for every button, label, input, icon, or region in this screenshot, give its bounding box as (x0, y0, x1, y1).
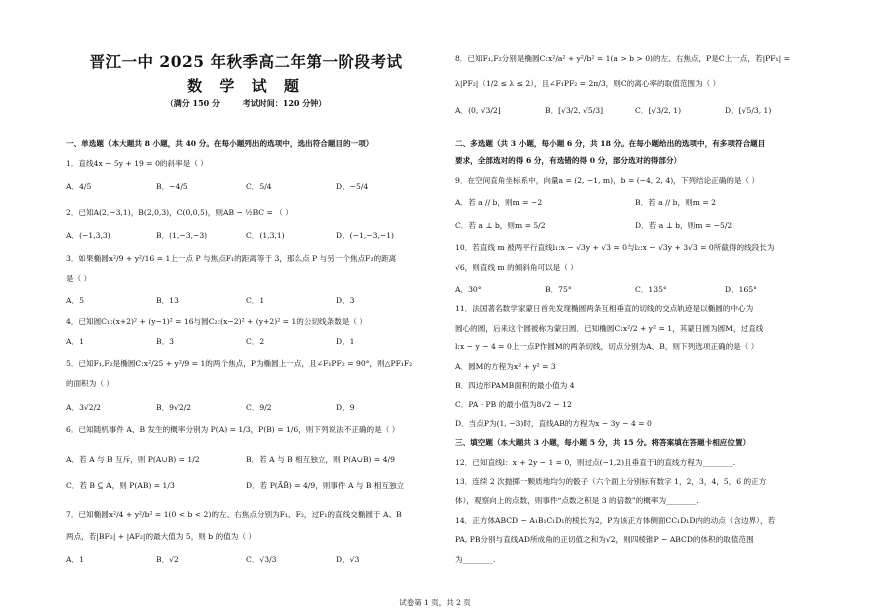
option-a: A．5 (66, 296, 84, 305)
option-d: D．√3 (336, 555, 360, 564)
option-b: B．若 A 与 B 相互独立，则 P(A∪B) = 4/9 (246, 455, 395, 464)
option-c: C．135° (635, 285, 667, 294)
question-14-line-3: 为________. (455, 555, 496, 564)
option-a: A．(−1,3,3) (66, 231, 111, 240)
question-3-line-1: 3．如果椭圆x²/9 + y²/16 = 1上一点 P 与焦点F₁的距离等于 3，那么点 P 与另一个焦点F₂的距离 (66, 254, 397, 263)
question-1: 1．直线4x − 5y + 19 = 0的斜率是（ ） (66, 159, 208, 168)
question-11-line-1: 11．法国著名数学家蒙日首先发现椭圆两条互相垂直的切线的交点轨迹是以椭圆的中心为 (455, 304, 754, 313)
question-11-option-d: D．当点P为(1, −3)时，直线AB的方程为x − 3y − 4 = 0 (455, 419, 652, 428)
option-d: D．9 (336, 403, 355, 412)
option-a: A．(0, √3/2] (455, 106, 501, 115)
option-b: B．9√2/2 (156, 403, 192, 412)
option-b: B．75° (545, 285, 572, 294)
question-8-line-2: λ|PF₂|（1/2 ≤ λ ≤ 2），且∠F₁PF₂ = 2π/3，则C的离心率的取值范围为（ ） (455, 79, 721, 88)
question-5-line-2: 的面积为（ ） (66, 379, 114, 388)
option-c: C．若 B ⊆ A，则 P(AB) = 1/3 (66, 481, 175, 490)
section-single-choice: 一、单选题（本大题共 8 小题，共 40 分。在每小题列出的选项中，选出符合题目的一项） (66, 139, 374, 148)
question-14-line-2: PA, PB分别与直线AD所成角的正切值之和为√2，则四棱锥P − ABCD的体积的取值范围 (455, 535, 754, 544)
exam-time: 考试时间：120 分钟） (242, 98, 327, 108)
question-2: 2．已知A(2,−3,1)，B(2,0,3)，C(0,0,5)，则AB − ½BC = （ ） (66, 208, 293, 217)
question-6: 6．已知随机事件 A、B 发生的概率分别为 P(A) = 1/3，P(B) = 1/6，则下列说法不正确的是（ ） (66, 425, 400, 434)
option-b: B．(1,−3,−3) (156, 231, 208, 240)
question-8-line-1: 8．已知F₁,F₂分别是椭圆C:x²/a² + y²/b² = 1(a > b > 0)的左、右焦点，P是C上一点，若|PF₁| = (455, 54, 790, 63)
option-b: B．√2 (156, 555, 179, 564)
question-4-options (66, 338, 426, 347)
question-1-options (66, 183, 426, 192)
option-a: A．若 a // b，则m = −2 (455, 198, 543, 207)
section-multi-choice-line-1: 二、多选题（共 3 小题，每小题 6 分，共 18 分。在每小题给出的选项中，有多项符合题目 (455, 139, 766, 148)
question-9-options-cd (455, 222, 815, 231)
option-d: D．若 P(ĀB̄) = 4/9，则事件 A 与 B 相互独立 (246, 481, 405, 490)
option-d: D．[√5/3, 1) (725, 106, 772, 115)
question-5-line-1: 5．已知F₁,F₂是椭圆C:x²/25 + y²/9 = 1的两个焦点，P为椭圆上一点，且∠F₁PF₂ = 90°，则△PF₁F₂ (66, 359, 413, 368)
option-a: A．3√2/2 (66, 403, 101, 412)
option-b: B．13 (156, 296, 179, 305)
exam-title: 晋江一中 2025 年秋季高二年第一阶段考试 (89, 52, 403, 71)
option-d: D．1 (336, 337, 355, 346)
option-a: A．1 (66, 555, 84, 564)
option-a: A．30° (455, 285, 482, 294)
question-11-option-c: C．PA · PB 的最小值为8√2 − 12 (455, 400, 572, 409)
question-3-line-2: 是（ ） (66, 274, 92, 283)
question-10-options (455, 286, 815, 295)
question-11-line-3: l:x − y − 4 = 0上一点P作圆M的两条切线，切点分别为A、B，则下列选项正确的是（ ） (455, 342, 759, 351)
question-13-line-2: 体），观察向上的点数，则事件“点数之积是 3 的倍数”的概率为________. (455, 496, 699, 505)
exam-score: （满分 150 分 (165, 98, 220, 108)
option-c: C．(1,3,1) (246, 231, 285, 240)
option-b: B．−4/5 (156, 182, 188, 191)
option-a: A．4/5 (66, 182, 92, 191)
question-10-line-1: 10．若直线 m 被两平行直线l₁:x − √3y + √3 = 0与l₂:x − √3y + 3√3 = 0所截得的线段长为 (455, 243, 775, 252)
question-7-line-1: 7．已知椭圆x²/4 + y²/b² = 1(0 < b < 2)的左、右焦点分别为F₁、F₂，过F₁的直线交椭圆于 A、B (66, 510, 402, 519)
question-14-line-1: 14．正方体ABCD − A₁B₁C₁D₁的棱长为2，P为该正方体侧面CC₁D₁D内的动点（含边界），若 (455, 516, 776, 525)
option-b: B．若 a // b，则m = 2 (635, 198, 716, 207)
question-8-options (455, 107, 815, 116)
option-d: D．−5/4 (336, 182, 369, 191)
option-c: C．1 (246, 296, 265, 305)
option-c: C．若 a ⊥ b，则m = 5/2 (455, 221, 546, 230)
question-7-options (66, 556, 426, 565)
question-6-options-cd (66, 482, 426, 491)
option-d: D．若 a ⊥ b，则m = −5/2 (635, 221, 733, 230)
question-7-line-2: 两点，若|BF₂| + |AF₂|的最大值为 5，则 b 的值为（ ） (66, 532, 256, 541)
question-9-options-ab (455, 199, 815, 208)
question-4: 4．已知圆C₁:(x+2)² + (y−1)² = 16与圆C₂:(x−2)² + (y+2)² = 1的公切线条数是（ ） (66, 317, 368, 326)
option-c: C．√3/3 (246, 555, 277, 564)
question-5-options (66, 404, 426, 413)
question-6-options-ab (66, 456, 426, 465)
option-b: B．[√3/2, √5/3] (545, 106, 604, 115)
question-11-line-2: 圆心的圆，后来这个圆被称为蒙日圆．已知椭圆C:x²/2 + y² = 1，其蒙日圆为圆M，过直线 (455, 324, 764, 333)
question-11-option-a: A．圆M的方程为x² + y² = 3 (455, 362, 556, 371)
option-d: D．165° (725, 285, 757, 294)
question-10-line-2: √6，则直线 m 的倾斜角可以是（ ） (455, 263, 578, 272)
option-c: C．9/2 (246, 403, 272, 412)
question-11-option-b: B．四边形PAMB面积的最小值为 4 (455, 381, 575, 390)
option-c: C．5/4 (246, 182, 272, 191)
question-3-options (66, 297, 426, 306)
question-9: 9．在空间直角坐标系中，向量a = (2, −1, m)，b = (−4, 2, 4)，下列结论正确的是（ ） (455, 176, 760, 185)
option-a: A．若 A 与 B 互斥，则 P(A∪B) = 1/2 (66, 455, 200, 464)
option-d: D．3 (336, 296, 355, 305)
exam-meta (66, 98, 426, 109)
option-a: A．1 (66, 337, 84, 346)
option-c: C．[√3/2, 1) (635, 106, 682, 115)
question-2-options (66, 232, 426, 241)
option-d: D．(−1,−3,−1) (336, 231, 395, 240)
page-footer: 试卷第 1 页，共 2 页 (399, 598, 471, 607)
question-13-line-1: 13．连续 2 次抛掷一颗质地均匀的骰子（六个面上分别标有数字 1，2，3，4，5，6 的正方 (455, 477, 767, 486)
section-multi-choice-line-2: 要求，全部选对的得 6 分，有选错的得 0 分，部分选对的得部分） (455, 156, 682, 165)
section-fill-blank: 三、填空题（本大题共 3 小题，每小题 5 分，共 15 分。将答案填在答题卡相应位置） (455, 438, 751, 447)
exam-subject: 数 学 试 题 (187, 77, 305, 95)
option-b: B．3 (156, 337, 175, 346)
question-12: 12．已知直线l：x + 2y − 1 = 0，则过点(−1,2)且垂直于l的直线方程为________. (455, 458, 736, 467)
option-c: C．2 (246, 337, 265, 346)
